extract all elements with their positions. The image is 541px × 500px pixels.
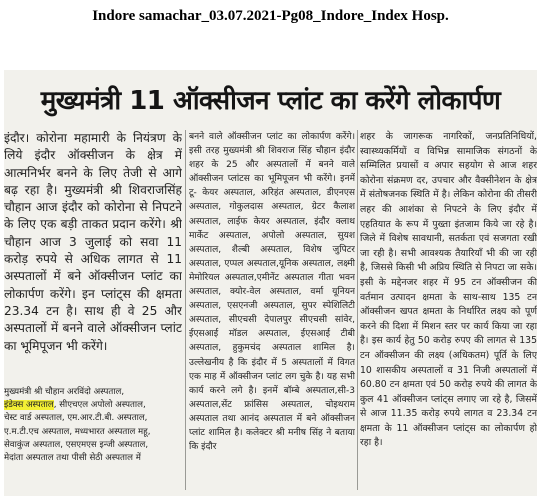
- highlighted-index-hospital: इंडेक्स अस्पताल: [4, 400, 54, 411]
- list-line-1: मुख्यमंत्री श्री चौहान अरविंदो अस्पताल,: [4, 387, 125, 397]
- lead-paragraph: [4, 130, 182, 370]
- document-caption: Indore samachar_03.07.2021-Pg08_Indore_Index Hosp.: [92, 8, 449, 24]
- right-column: [360, 130, 537, 496]
- list-line-5: सेवाकुंज अस्पताल, एसएमएस इन्जी अस्पताल,: [4, 439, 149, 450]
- list-line-2-rest: , सीएचएल अपोलो अस्पताल,: [53, 400, 146, 411]
- column-divider: [357, 130, 358, 490]
- list-line-4: ए.म.टी.एच अस्पताल, मध्यभारत अस्पताल महू,: [4, 426, 151, 437]
- right-column-text: शहर के जागरूक नागरिकों, जनप्रतिनिधियों, स्वास्थ्यकर्मियों व विभिन्न सामाजिक संगठनों के सम्मिलित प्रयासों व अपार सहयोग से आज शहर कोरोना संक्रमण दर, उपचार और वैक्सीनेशन के क्षेत्र में संतोषजनक स्थिति में है। लेकिन कोरोना की तीसरी लहर की आशंका से निपटने के लिए इंदौर में एहतियात के रूप में पुख्ता इंतजाम किये जा रहे है। जिले में विशेष सावधानी, सतर्कता एवं सजगता रखी जा रही है। सभी आवश्यक तैयारियाँ भी की जा रही है, जिससे किसी भी अप्रिय स्थिति से निपटा जा सके। इसी के मद्देनजर शहर में 95 टन ऑक्सीजन की वर्तमान उत्पादन क्षमता के साथ-साथ 135 टन ऑक्सीजन खपत क्षमता के निर्धारित लक्ष्य को पूर्ण करने की दिशा में मिशन स्तर पर कार्य किया जा रहा है। इस कार्य हेतु 50 करोड़ रुपए की लागत से 135 टन ऑक्सीजन की लक्ष्य (अधिकतम) पूर्ति के लिए 10 शासकीय अस्पतालों व 31 निजी अस्पतालों में 60.80 टन क्षमता एवं 50 करोड़ रुपये की लागत के कुल 41 ऑक्सीजन प्लांट्स लगाए जा रहे है, जिसमें से आज 11.35 करोड़ रुपये लागत व 23.34 टन क्षमता के 11 ऑक्सीजन प्लांट्स का लोकार्पण हो रहा है।: [360, 131, 537, 449]
- list-line-6: मेदांता अस्पताल तथा पीसी सेठी अस्पताल में: [4, 453, 141, 464]
- newspaper-clipping: [4, 70, 537, 496]
- hospital-list: [4, 386, 184, 496]
- middle-column: [189, 130, 355, 496]
- list-line-3: चेस्ट वार्ड अस्पताल, एम.आर.टी.बी. अस्पताल,: [4, 413, 148, 424]
- list-line-2: [4, 399, 184, 412]
- headline: मुख्यमंत्री 11 ऑक्सीजन प्लांट का करेंगे लोकार्पण: [40, 86, 501, 116]
- lead-text: इंदौर। कोरोना महामारी के नियंत्रण के लिये इंदौर ऑक्सीजन के क्षेत्र में आत्मनिर्भर बनने के लिए तेजी से आगे बढ़ रहा है। मुख्यमंत्री श्री शिवराजसिंह चौहान आज इंदौर को कोरोना से निपटने के लिए एक बड़ी ताकत प्रदान करेंगे। श्री चौहान आज 3 जुलाई को सवा 11 करोड़ रुपये से अधिक लागत से 11 अस्पतालों में बने ऑक्सीजन प्लांट का लोकार्पण करेंगे। इन प्लांट्स की क्षमता 23.34 टन है। साथ ही वे 25 और अस्पतालों में बनने वाले ऑक्सीजन प्लांट का भूमिपूजन भी करेंगे।: [4, 131, 182, 353]
- column-divider: [185, 130, 186, 490]
- middle-column-text: बनने वाले ऑक्सीजन प्लांट का लोकार्पण करेंगे। इसी तरह मुख्यमंत्री श्री शिवराज सिंह चौहान इंदौर शहर के 25 और अस्पतालों में बनने वाले ऑक्सीजन प्लांटस का भूमिपूजन भी करेंगे। इनमें टू- केयर अस्पताल, अरिहंत अस्पताल, डीएनएस अस्पताल, गोकुलदास अस्पताल, ग्रेटर कैलाश अस्पताल, लाईफ केयर अस्पताल, इंदौर क्लाथ मार्केट अस्पताल, अपोलो अस्पताल, सुयश अस्पताल, शैल्बी अस्पताल, विशेष जुपिटर अस्पताल, एप्पल अस्पताल,यूनिक अस्पताल, लक्ष्मी मेमोरियल अस्पताल,एमीनेंट अस्पताल गीता भवन अस्पताल, क्योर-वेल अस्पताल, वर्मा यूनियन अस्पताल, एसएनजी अस्पताल, सुपर स्पेशिलिटी अस्पताल, सीएचसी देपालपुर सीएचसी सांवेर, ईएसआई मॉडल अस्पताल, ईएसआई टीबी अस्पताल, हुकुमचंद अस्पताल शामिल है। उल्लेखनीय है कि इंदौर में 5 अस्पतालों में विगत एक माह में ऑक्सीजन प्लांट लग चुके है। यह सभी कार्य करने लगे है। इनमें बॉम्बे अस्पताल,सी-3 अस्पताल,सेंट फ्रांसिस अस्पताल, चोइथराम अस्पताल तथा आनंद अस्पताल में बने ऑक्सीजन प्लांट शामिल है। कलेक्टर श्री मनीष सिंह ने बताया कि इंदौर: [189, 132, 355, 453]
